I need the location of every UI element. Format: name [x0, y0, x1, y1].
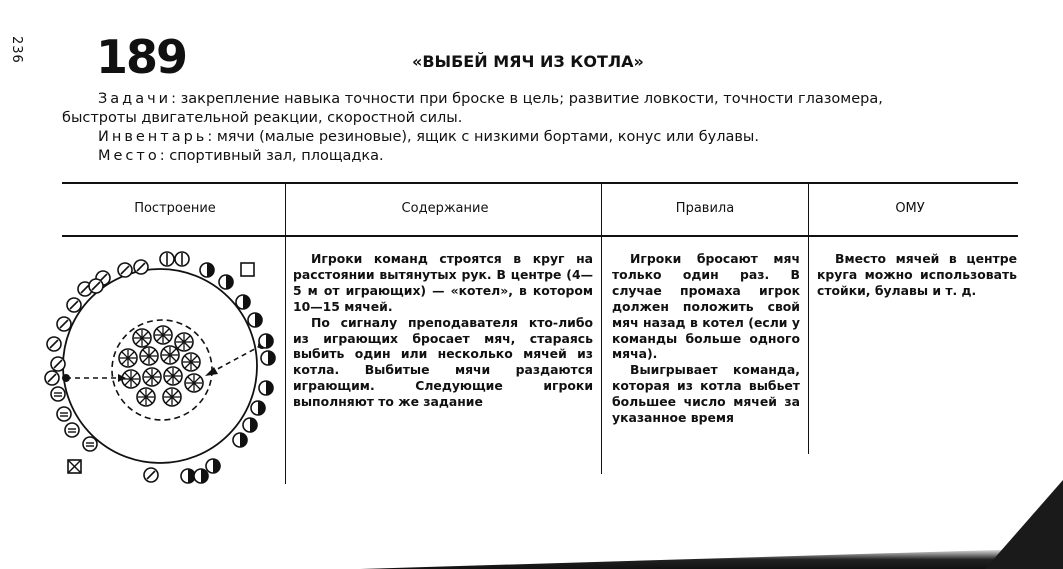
game-title: «ВЫБЕЙ МЯЧ ИЗ КОТЛА»: [412, 52, 644, 71]
team-players: [45, 252, 275, 483]
cauldron-balls: [119, 326, 203, 406]
player-circle: [63, 269, 257, 463]
place-label: Место: [98, 148, 160, 164]
tasks-line-cont: быстроты двигательной реакции, скоростной силы.: [62, 110, 463, 126]
column-header-content: Содержание: [401, 201, 489, 216]
page-number: 236: [9, 36, 24, 64]
inventory-text: : мячи (малые резиновые), ящик с низкими бортами, конус или булавы.: [207, 129, 759, 145]
column-header-omu: ОМУ: [895, 201, 925, 216]
content-paragraph-1: Игроки команд строятся в круг на расстоянии вытянутых рук. В центре (4—5 м от играющих) — «котел», в котором 10—15 мячей.: [293, 251, 593, 314]
rules-paragraph-2: Выигрывает команда, которая из котла выбьет большее число мячей за указанное время: [612, 362, 800, 426]
tasks-label: Задачи: [98, 91, 172, 107]
place-text: : спортивный зал, площадка.: [159, 148, 384, 164]
tasks-text: : закрепление навыка точности при броске в цель; развитие ловкости, точности глазомера,: [171, 91, 883, 107]
omu-paragraph-1: Вместо мячей в центре круга можно использовать стойки, булавы и т. д.: [817, 251, 1017, 298]
inventory-label: Инвентарь: [98, 129, 208, 145]
game-number: 189: [96, 30, 187, 84]
rules-paragraph-1: Игроки бросают мяч только один раз. В случае промаха игрок должен положить свой мяч назад в котел (если у команды больше одного мяча).: [612, 251, 800, 362]
column-header-formation: Построение: [134, 201, 216, 216]
content-paragraph-2: По сигналу преподавателя кто-либо из играющих бросает мяч, стараясь выбить один или несколько мячей из котла. Выбитые мячи раздаются играющим. Следующие игроки выполняют то же задание: [293, 314, 593, 410]
column-header-rules: Правила: [675, 201, 735, 216]
